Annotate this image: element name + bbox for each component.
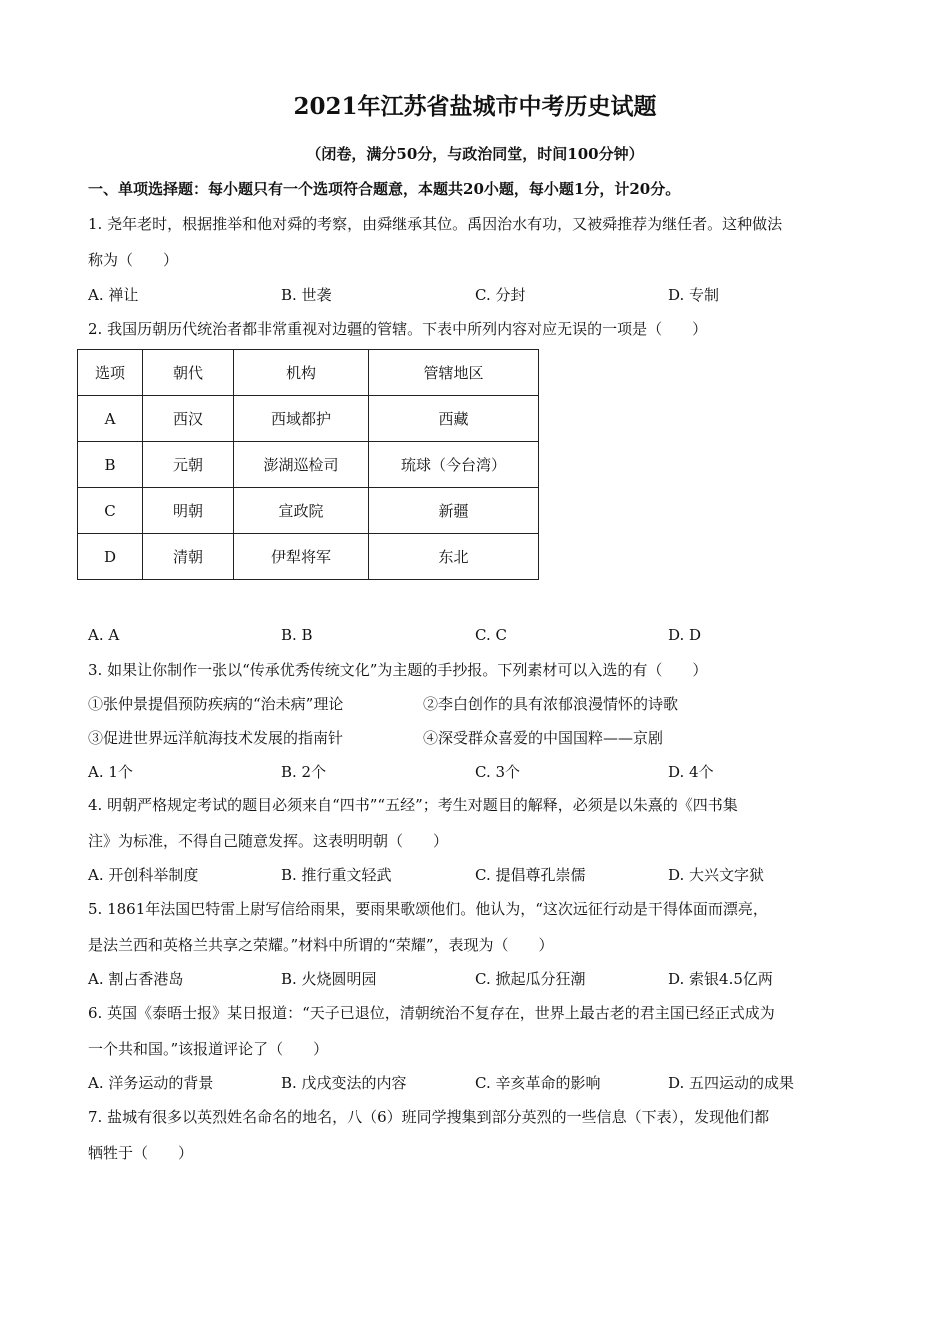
table-header-cell: 选项 [78, 350, 143, 396]
option-c: C. 分封 [475, 286, 526, 304]
table-cell: 西汉 [143, 396, 234, 442]
table-cell: 新疆 [369, 488, 539, 534]
question-6-text: 6. 英国《泰晤士报》某日报道：“天子已退位，清朝统治不复存在，世界上最古老的君主国已经正式成为 [88, 1004, 775, 1022]
question-1-text: 1. 尧年老时，根据推举和他对舜的考察，由舜继承其位。禹因治水有功，又被舜推荐为继任者。这种做法 [88, 215, 783, 233]
option-d: D. 专制 [668, 286, 720, 304]
table-header-cell: 管辖地区 [369, 350, 539, 396]
table-cell: 元朝 [143, 442, 234, 488]
table-cell: 东北 [369, 534, 539, 580]
table-row [78, 442, 539, 488]
table-row [78, 488, 539, 534]
option-d: D. 4个 [668, 763, 714, 781]
question-7-text-cont: 牺牲于（ ） [88, 1144, 194, 1162]
option-c: C. 掀起瓜分狂潮 [475, 970, 586, 988]
page-title: 2021年江苏省盐城市中考历史试题 [293, 93, 657, 120]
question-2-options [88, 626, 868, 648]
table-header-row [78, 350, 539, 396]
question-7-text: 7. 盐城有很多以英烈姓名命名的地名，八（6）班同学搜集到部分英烈的一些信息（下表），发现他们都 [88, 1108, 770, 1126]
table-cell: 西域都护 [234, 396, 369, 442]
table-header-cell: 朝代 [143, 350, 234, 396]
table-cell: A [78, 396, 143, 442]
option-d: D. D [668, 626, 702, 644]
option-a: A. 1个 [88, 763, 133, 781]
table-cell: C [78, 488, 143, 534]
question-2-text: 2. 我国历朝历代统治者都非常重视对边疆的管辖。下表中所列内容对应无误的一项是（ ） [88, 320, 708, 338]
option-c: C. C [475, 626, 507, 644]
question-5-text-cont: 是法兰西和英格兰共享之荣耀。”材料中所谓的“荣耀”，表现为（ ） [88, 936, 554, 954]
option-a: A. 割占香港岛 [88, 970, 184, 988]
option-d: D. 大兴文字狱 [668, 866, 765, 884]
table-header-cell: 机构 [234, 350, 369, 396]
option-b: B. 世袭 [281, 286, 332, 304]
question-5-options [88, 968, 868, 990]
item-2: ②李白创作的具有浓郁浪漫情怀的诗歌 [423, 695, 679, 713]
section-heading: 一、单项选择题：每小题只有一个选项符合题意，本题共20小题，每小题1分，计20分。 [88, 180, 681, 198]
question-3-options [88, 761, 868, 783]
table-cell: 伊犁将军 [234, 534, 369, 580]
item-1: ①张仲景提倡预防疾病的“治未病”理论 [88, 695, 344, 713]
exam-info: （闭卷，满分50分，与政治同堂，时间100分钟） [306, 145, 644, 163]
option-c: C. 3个 [475, 763, 521, 781]
table-cell: 澎湖巡检司 [234, 442, 369, 488]
table-row [78, 396, 539, 442]
question-1-text-cont: 称为（ ） [88, 251, 179, 269]
option-a: A. A [88, 626, 120, 644]
option-c: C. 提倡尊孔崇儒 [475, 866, 586, 884]
question-6-text-cont: 一个共和国。”该报道评论了（ ） [88, 1040, 329, 1058]
question-4-options [88, 864, 868, 886]
option-d: D. 五四运动的成果 [668, 1074, 795, 1092]
question-3-items-row1 [88, 693, 868, 715]
question-3-text: 3. 如果让你制作一张以“传承优秀传统文化”为主题的手抄报。下列素材可以入选的有（ ） [88, 661, 708, 679]
question-4-text-cont: 注》为标准，不得自己随意发挥。这表明明朝（ ） [88, 832, 449, 850]
option-c: C. 辛亥革命的影响 [475, 1074, 601, 1092]
table-cell: 清朝 [143, 534, 234, 580]
option-a: A. 开创科举制度 [88, 866, 199, 884]
table-cell: 宣政院 [234, 488, 369, 534]
option-d: D. 索银4.5亿两 [668, 970, 773, 988]
table-cell: 琉球（今台湾） [369, 442, 539, 488]
table-row [78, 534, 539, 580]
table-cell: 西藏 [369, 396, 539, 442]
table-cell: D [78, 534, 143, 580]
question-4-text: 4. 明朝严格规定考试的题目必须来自“四书”“五经”；考生对题目的解释，必须是以朱熹的《四书集 [88, 796, 738, 814]
option-b: B. 2个 [281, 763, 327, 781]
option-b: B. 推行重文轻武 [281, 866, 392, 884]
table-cell: 明朝 [143, 488, 234, 534]
question-3-items-row2 [88, 727, 868, 749]
item-4: ④深受群众喜爱的中国国粹——京剧 [423, 729, 664, 747]
question-2-table [77, 349, 539, 580]
option-b: B. B [281, 626, 313, 644]
option-a: A. 洋务运动的背景 [88, 1074, 214, 1092]
question-1-options [88, 284, 868, 306]
table-cell: B [78, 442, 143, 488]
question-6-options [88, 1072, 868, 1094]
option-b: B. 戊戌变法的内容 [281, 1074, 407, 1092]
option-a: A. 禅让 [88, 286, 139, 304]
item-3: ③促进世界远洋航海技术发展的指南针 [88, 729, 344, 747]
option-b: B. 火烧圆明园 [281, 970, 377, 988]
question-5-text: 5. 1861年法国巴特雷上尉写信给雨果，要雨果歌颂他们。他认为，“这次远征行动是干得体面而漂亮， [88, 900, 768, 918]
